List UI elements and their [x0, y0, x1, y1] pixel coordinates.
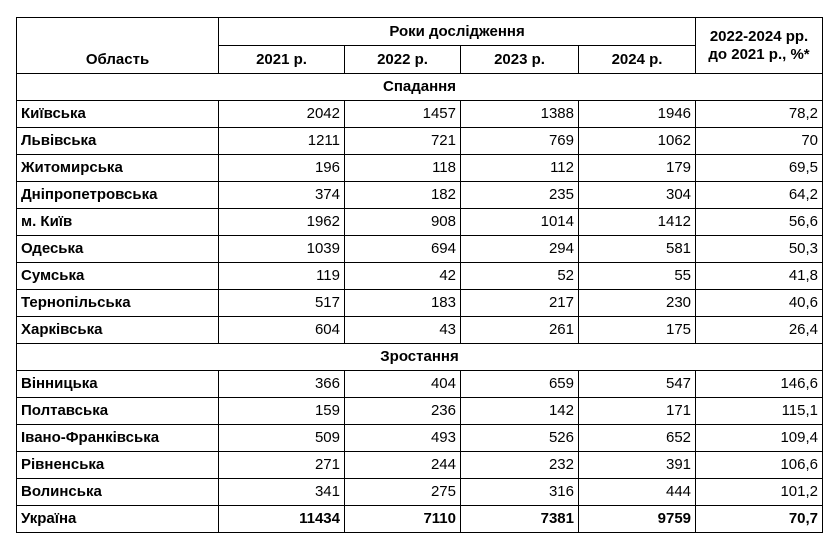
value-2023: 526 — [461, 425, 579, 452]
value-2022: 493 — [345, 425, 461, 452]
value-percent: 41,8 — [696, 263, 823, 290]
section-title: Спадання — [17, 74, 823, 101]
region-name: м. Київ — [17, 209, 219, 236]
value-2023: 316 — [461, 479, 579, 506]
value-percent: 56,6 — [696, 209, 823, 236]
region-name: Волинська — [17, 479, 219, 506]
total-2022: 7110 — [345, 506, 461, 533]
value-2021: 159 — [219, 398, 345, 425]
region-name: Одеська — [17, 236, 219, 263]
total-name: Україна — [17, 506, 219, 533]
value-2023: 659 — [461, 371, 579, 398]
value-2024: 230 — [579, 290, 696, 317]
value-2024: 581 — [579, 236, 696, 263]
value-2022: 1457 — [345, 101, 461, 128]
table-row — [17, 371, 823, 398]
value-2022: 182 — [345, 182, 461, 209]
total-2024: 9759 — [579, 506, 696, 533]
table-row — [17, 425, 823, 452]
region-name: Івано-Франківська — [17, 425, 219, 452]
value-2023: 294 — [461, 236, 579, 263]
value-2023: 261 — [461, 317, 579, 344]
value-2024: 652 — [579, 425, 696, 452]
percent-header-line-2: до 2021 р., %* — [708, 45, 810, 63]
value-2022: 908 — [345, 209, 461, 236]
value-2021: 366 — [219, 371, 345, 398]
value-2022: 244 — [345, 452, 461, 479]
value-2024: 55 — [579, 263, 696, 290]
region-name: Полтавська — [17, 398, 219, 425]
value-2024: 1946 — [579, 101, 696, 128]
value-2021: 2042 — [219, 101, 345, 128]
value-2021: 1962 — [219, 209, 345, 236]
year-header-2021: 2021 р. — [219, 46, 345, 74]
value-2023: 1388 — [461, 101, 579, 128]
table-row — [17, 182, 823, 209]
section-row-increase — [17, 344, 823, 371]
value-2023: 217 — [461, 290, 579, 317]
value-percent: 109,4 — [696, 425, 823, 452]
region-name: Вінницька — [17, 371, 219, 398]
region-name: Харківська — [17, 317, 219, 344]
value-2022: 404 — [345, 371, 461, 398]
table-row — [17, 101, 823, 128]
table-row — [17, 452, 823, 479]
table-row — [17, 290, 823, 317]
total-percent: 70,7 — [696, 506, 823, 533]
value-2022: 275 — [345, 479, 461, 506]
value-2022: 118 — [345, 155, 461, 182]
value-2021: 374 — [219, 182, 345, 209]
value-percent: 101,2 — [696, 479, 823, 506]
year-header-2022: 2022 р. — [345, 46, 461, 74]
value-2023: 112 — [461, 155, 579, 182]
years-group-header: Роки дослідження — [219, 18, 696, 46]
value-2022: 694 — [345, 236, 461, 263]
value-percent: 146,6 — [696, 371, 823, 398]
total-2023: 7381 — [461, 506, 579, 533]
value-2024: 1412 — [579, 209, 696, 236]
table-body — [17, 74, 823, 533]
section-row-decrease — [17, 74, 823, 101]
table-row — [17, 263, 823, 290]
value-2024: 179 — [579, 155, 696, 182]
value-2023: 769 — [461, 128, 579, 155]
value-percent: 64,2 — [696, 182, 823, 209]
region-name: Львівська — [17, 128, 219, 155]
table-row — [17, 479, 823, 506]
value-percent: 26,4 — [696, 317, 823, 344]
region-name: Сумська — [17, 263, 219, 290]
percent-header-line-1: 2022-2024 рр. — [709, 27, 809, 45]
year-header-2023: 2023 р. — [461, 46, 579, 74]
value-2021: 1039 — [219, 236, 345, 263]
table-row — [17, 128, 823, 155]
region-name: Житомирська — [17, 155, 219, 182]
region-name: Київська — [17, 101, 219, 128]
value-2021: 509 — [219, 425, 345, 452]
value-2024: 391 — [579, 452, 696, 479]
value-percent: 70 — [696, 128, 823, 155]
value-2021: 517 — [219, 290, 345, 317]
value-2023: 142 — [461, 398, 579, 425]
value-2022: 183 — [345, 290, 461, 317]
value-2024: 547 — [579, 371, 696, 398]
value-2024: 175 — [579, 317, 696, 344]
value-2021: 604 — [219, 317, 345, 344]
value-2024: 444 — [579, 479, 696, 506]
value-2024: 171 — [579, 398, 696, 425]
value-2023: 52 — [461, 263, 579, 290]
value-2023: 1014 — [461, 209, 579, 236]
value-2024: 1062 — [579, 128, 696, 155]
table-row — [17, 209, 823, 236]
year-header-2024: 2024 р. — [579, 46, 696, 74]
value-2021: 196 — [219, 155, 345, 182]
value-2023: 235 — [461, 182, 579, 209]
total-row — [17, 506, 823, 533]
region-name: Дніпропетровська — [17, 182, 219, 209]
value-percent: 69,5 — [696, 155, 823, 182]
statistics-table — [16, 17, 823, 533]
value-2022: 43 — [345, 317, 461, 344]
value-2022: 42 — [345, 263, 461, 290]
value-2024: 304 — [579, 182, 696, 209]
value-2021: 119 — [219, 263, 345, 290]
value-2021: 1211 — [219, 128, 345, 155]
table-row — [17, 317, 823, 344]
value-2022: 236 — [345, 398, 461, 425]
value-percent: 50,3 — [696, 236, 823, 263]
value-2022: 721 — [345, 128, 461, 155]
percent-column-header — [696, 18, 823, 74]
table-row — [17, 155, 823, 182]
table-header — [17, 18, 823, 74]
value-percent: 115,1 — [696, 398, 823, 425]
section-title: Зростання — [17, 344, 823, 371]
value-percent: 78,2 — [696, 101, 823, 128]
value-2021: 341 — [219, 479, 345, 506]
value-percent: 106,6 — [696, 452, 823, 479]
region-name: Тернопільська — [17, 290, 219, 317]
value-2023: 232 — [461, 452, 579, 479]
value-2021: 271 — [219, 452, 345, 479]
region-name: Рівненська — [17, 452, 219, 479]
table-row — [17, 398, 823, 425]
region-column-header: Область — [17, 18, 219, 74]
table-row — [17, 236, 823, 263]
total-2021: 11434 — [219, 506, 345, 533]
value-percent: 40,6 — [696, 290, 823, 317]
